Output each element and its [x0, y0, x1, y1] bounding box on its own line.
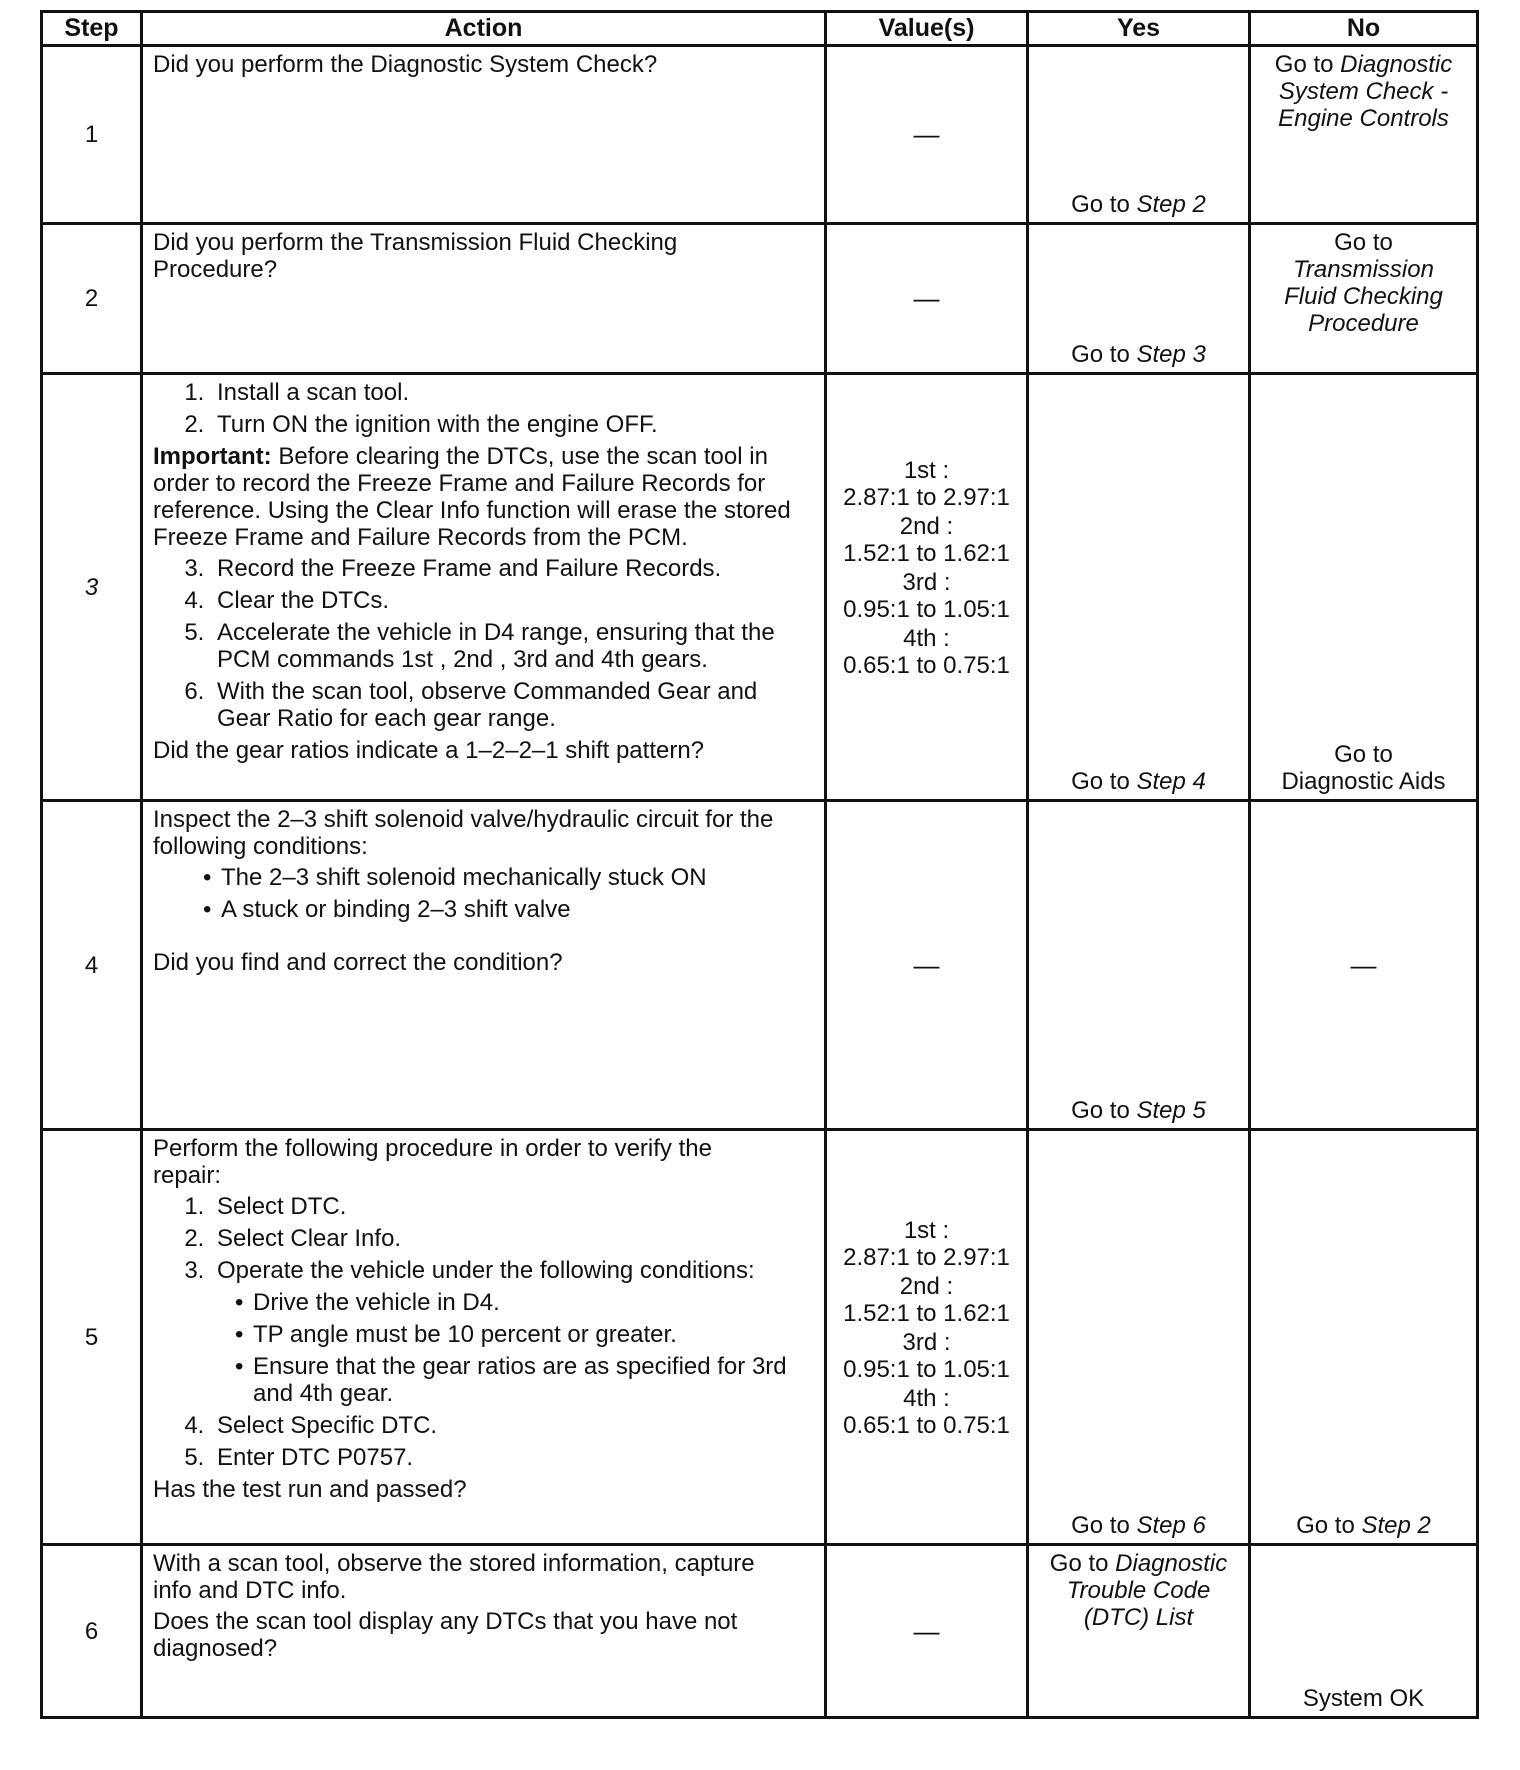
condition-item: • Drive the vehicle in D4. — [235, 1289, 816, 1316]
goto-link[interactable]: Step 3 — [1136, 341, 1206, 368]
condition-item: • TP angle must be 10 percent or greater. — [235, 1321, 816, 1348]
no-goto[interactable] — [1251, 1512, 1476, 1539]
procedure-step: 3. Record the Freeze Frame and Failure Records. — [211, 555, 816, 582]
step-number: 2 — [42, 224, 142, 374]
gear-label: 2nd : — [899, 513, 954, 540]
action-cell — [142, 224, 826, 374]
goto-link[interactable]: Step 2 — [1361, 1512, 1431, 1539]
goto-link[interactable]: Step 5 — [1136, 1097, 1206, 1124]
yes-goto[interactable] — [1029, 341, 1248, 368]
step-number: 5 — [42, 1130, 142, 1545]
procedure-list — [153, 555, 816, 732]
gear-range: 2.87:1 to 2.97:1 — [843, 484, 1010, 511]
yes-cell — [1028, 1545, 1250, 1718]
action-cell — [142, 1130, 826, 1545]
value-cell: — — [826, 46, 1028, 224]
goto-prefix: Go to — [1334, 741, 1393, 768]
procedure-step: 2. Select Clear Info. — [211, 1225, 816, 1252]
table-row-step-3 — [42, 374, 1478, 801]
no-cell — [1250, 224, 1478, 374]
procedure-step-text: Operate the vehicle under the following conditions: — [217, 1257, 755, 1284]
header-yes: Yes — [1028, 12, 1250, 46]
condition-item: • A stuck or binding 2–3 shift valve — [203, 896, 816, 923]
goto-link[interactable]: Transmission Fluid Checking Procedure — [1284, 256, 1443, 337]
important-text: Before clearing the DTCs, use the scan tool in order to record the Freeze Frame and Failure Records for reference. Using the Clear Info function will erase the stored Freeze Frame and Failure Records from the PCM. — [153, 443, 791, 551]
yes-goto[interactable] — [1029, 1550, 1248, 1631]
yes-cell — [1028, 46, 1250, 224]
yes-goto[interactable] — [1029, 1512, 1248, 1539]
gear-range: 2.87:1 to 2.97:1 — [843, 1244, 1010, 1271]
no-cell: — — [1250, 801, 1478, 1130]
table-row-step-5 — [42, 1130, 1478, 1545]
value-cell — [826, 1130, 1028, 1545]
gear-range: 0.95:1 to 1.05:1 — [843, 1356, 1010, 1383]
action-intro: With a scan tool, observe the stored information, capture info and DTC info. — [153, 1550, 755, 1604]
header-no: No — [1250, 12, 1478, 46]
no-cell — [1250, 374, 1478, 801]
diagnostic-table-page — [40, 10, 1476, 1719]
value-cell: — — [826, 1545, 1028, 1718]
condition-item: • Ensure that the gear ratios are as specified for 3rd and 4th gear. — [235, 1353, 816, 1407]
action-question: Has the test run and passed? — [153, 1476, 467, 1503]
table-row-step-2 — [42, 224, 1478, 374]
procedure-step: 2. Turn ON the ignition with the engine OFF. — [211, 411, 816, 438]
gear-range: 0.65:1 to 0.75:1 — [843, 652, 1010, 679]
header-step: Step — [42, 12, 142, 46]
action-intro: Perform the following procedure in order to verify the repair: — [153, 1135, 712, 1189]
goto-prefix: Go to — [1071, 191, 1130, 218]
no-goto[interactable] — [1251, 741, 1476, 795]
step-number: 3 — [42, 374, 142, 801]
step-number: 6 — [42, 1545, 142, 1718]
goto-prefix: Go to — [1071, 341, 1130, 368]
gear-label: 4th : — [903, 625, 950, 652]
yes-cell — [1028, 801, 1250, 1130]
procedure-step — [211, 1257, 816, 1407]
procedure-list — [153, 1193, 816, 1407]
condition-list — [153, 864, 816, 923]
table-row-step-6 — [42, 1545, 1478, 1718]
gear-ratio-list — [827, 457, 1026, 679]
yes-cell — [1028, 224, 1250, 374]
action-cell — [142, 801, 826, 1130]
action-cell — [142, 374, 826, 801]
goto-link[interactable]: Diagnostic System Check - Engine Controls — [1278, 51, 1453, 132]
goto-link[interactable]: Diagnostic Aids — [1281, 768, 1446, 795]
procedure-step: 4. Select Specific DTC. — [211, 1412, 816, 1439]
gear-label: 2nd : — [899, 1273, 954, 1300]
yes-cell — [1028, 374, 1250, 801]
goto-prefix: Go to — [1274, 51, 1334, 78]
procedure-step: 1. Install a scan tool. — [211, 379, 816, 406]
action-cell — [142, 46, 826, 224]
goto-link[interactable]: Step 2 — [1136, 191, 1206, 218]
goto-prefix: Go to — [1334, 229, 1393, 256]
no-cell — [1250, 1130, 1478, 1545]
goto-link[interactable]: Step 6 — [1136, 1512, 1206, 1539]
value-cell: — — [826, 224, 1028, 374]
step-number: 1 — [42, 46, 142, 224]
goto-link[interactable]: Step 4 — [1136, 768, 1206, 795]
action-cell — [142, 1545, 826, 1718]
gear-ratio-list — [827, 1217, 1026, 1439]
yes-cell — [1028, 1130, 1250, 1545]
table-row-step-1 — [42, 46, 1478, 224]
gear-label: 3rd : — [902, 1329, 951, 1356]
header-values: Value(s) — [826, 12, 1028, 46]
important-label: Important: — [153, 443, 272, 470]
important-note — [153, 443, 816, 551]
gear-range: 0.95:1 to 1.05:1 — [843, 596, 1010, 623]
procedure-list — [153, 1412, 816, 1471]
goto-link[interactable]: Diagnostic Trouble Code (DTC) List — [1066, 1550, 1228, 1631]
goto-prefix: Go to — [1071, 1097, 1130, 1124]
action-intro: Inspect the 2–3 shift solenoid valve/hydraulic circuit for the following conditions: — [153, 806, 774, 860]
action-question: Did the gear ratios indicate a 1–2–2–1 shift pattern? — [153, 737, 705, 764]
value-cell: — — [826, 801, 1028, 1130]
gear-label: 1st : — [903, 1217, 950, 1244]
condition-item: • The 2–3 shift solenoid mechanically stuck ON — [203, 864, 816, 891]
yes-goto[interactable] — [1029, 768, 1248, 795]
action-question: Does the scan tool display any DTCs that you have not diagnosed? — [153, 1608, 738, 1662]
procedure-step: 5. Enter DTC P0757. — [211, 1444, 816, 1471]
no-cell — [1250, 1545, 1478, 1718]
no-result: System OK — [1302, 1685, 1425, 1712]
procedure-step: 6. With the scan tool, observe Commanded Gear and Gear Ratio for each gear range. — [211, 678, 816, 732]
yes-goto[interactable] — [1029, 191, 1248, 218]
action-question: Did you perform the Diagnostic System Check? — [153, 51, 658, 78]
no-cell — [1250, 46, 1478, 224]
gear-range: 1.52:1 to 1.62:1 — [843, 540, 1010, 567]
header-row — [42, 12, 1478, 46]
action-question: Did you find and correct the condition? — [153, 949, 563, 976]
value-cell — [826, 374, 1028, 801]
step-number: 4 — [42, 801, 142, 1130]
goto-prefix: Go to — [1049, 1550, 1109, 1577]
goto-prefix: Go to — [1071, 768, 1130, 795]
header-action: Action — [142, 12, 826, 46]
gear-range: 0.65:1 to 0.75:1 — [843, 1412, 1010, 1439]
procedure-step: 4. Clear the DTCs. — [211, 587, 816, 614]
no-goto[interactable] — [1251, 51, 1476, 132]
procedure-list — [153, 379, 816, 438]
gear-range: 1.52:1 to 1.62:1 — [843, 1300, 1010, 1327]
action-question: Did you perform the Transmission Fluid Checking Procedure? — [153, 229, 678, 283]
goto-prefix: Go to — [1071, 1512, 1130, 1539]
diagnostic-table — [40, 10, 1479, 1719]
yes-goto[interactable] — [1029, 1097, 1248, 1124]
gear-label: 4th : — [903, 1385, 950, 1412]
table-row-step-4 — [42, 801, 1478, 1130]
gear-label: 3rd : — [902, 569, 951, 596]
procedure-step: 1. Select DTC. — [211, 1193, 816, 1220]
goto-prefix: Go to — [1296, 1512, 1355, 1539]
condition-list — [217, 1289, 816, 1407]
procedure-step: 5. Accelerate the vehicle in D4 range, ensuring that the PCM commands 1st , 2nd , 3rd and 4th gears. — [211, 619, 816, 673]
no-goto[interactable] — [1251, 229, 1476, 337]
gear-label: 1st : — [903, 457, 950, 484]
